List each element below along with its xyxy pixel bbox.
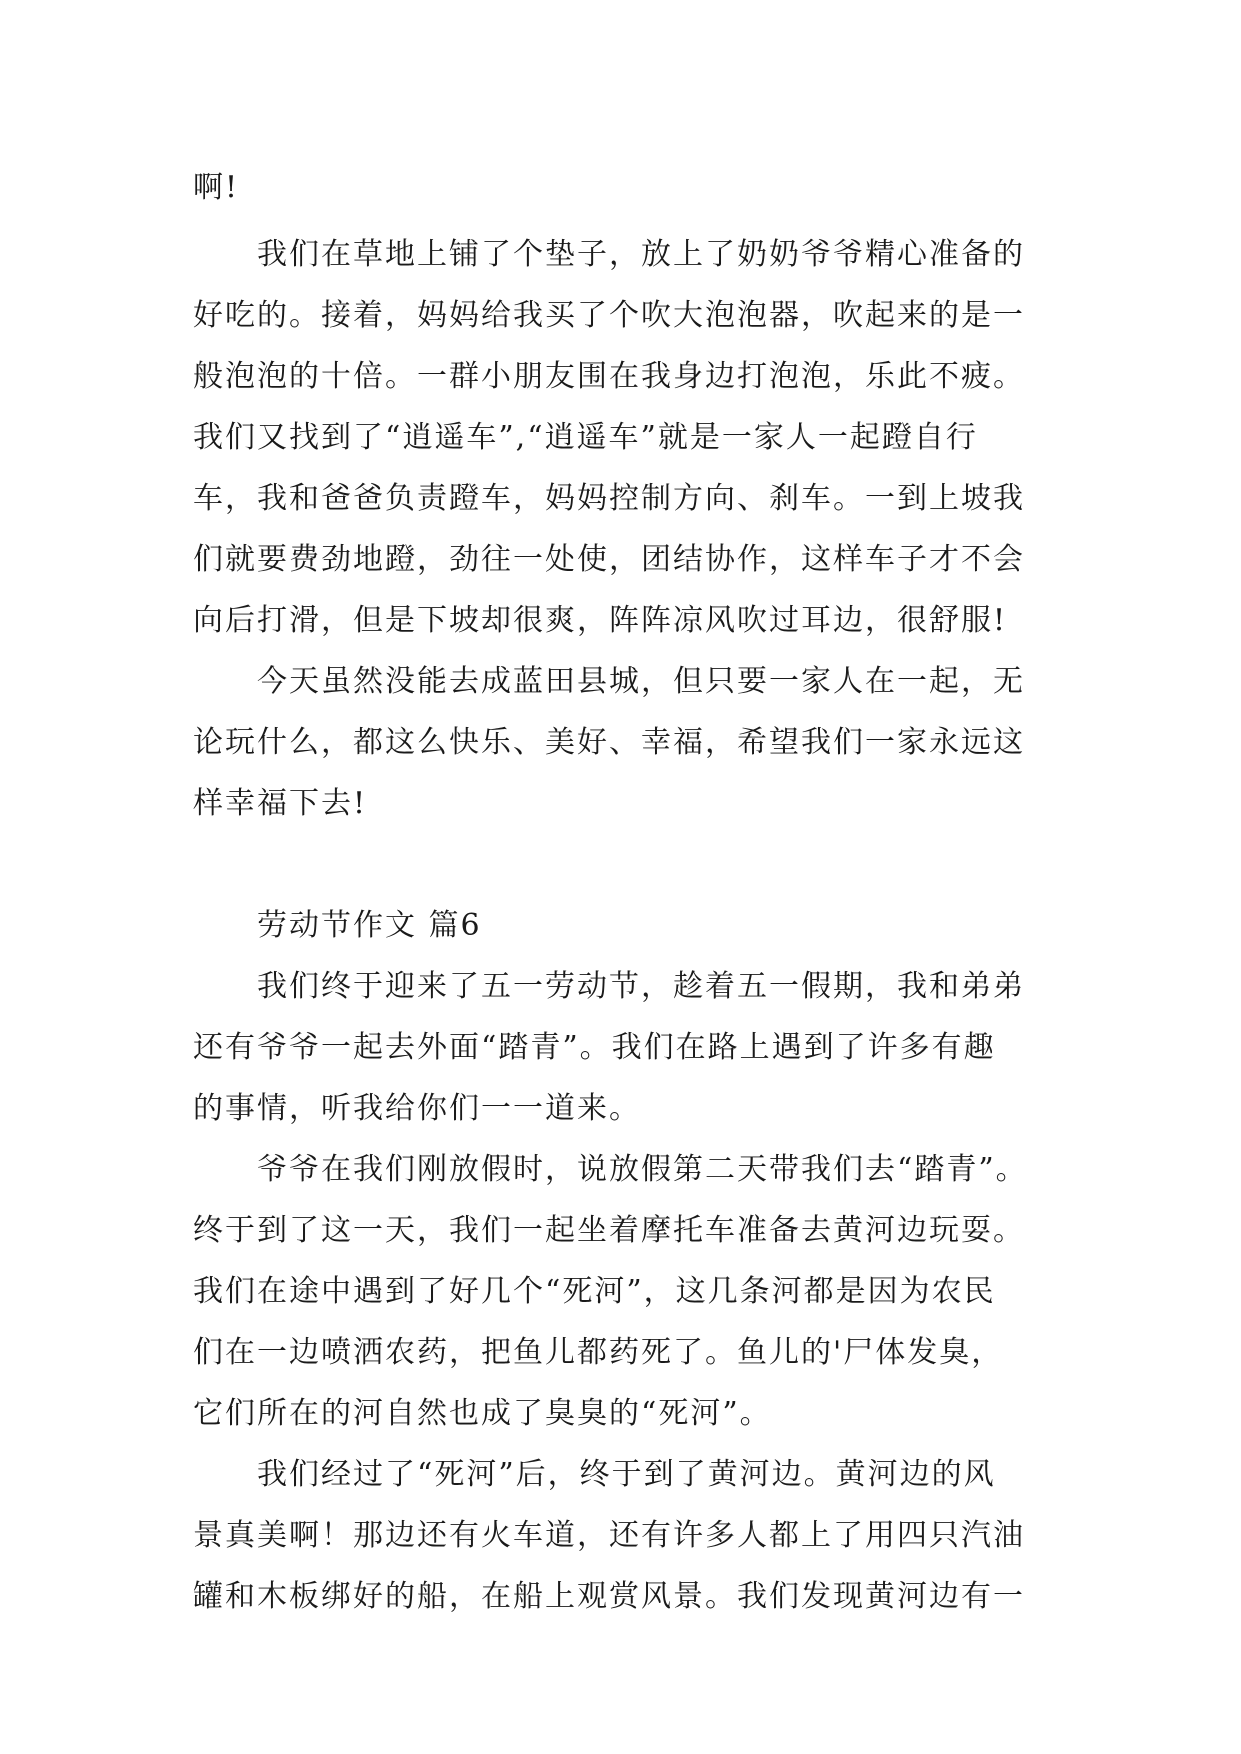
- paragraph-start-line: 我们在草地上铺了个垫子，放上了奶奶爷爷精心准备的: [257, 237, 1025, 272]
- text-line: 样幸福下去!: [193, 786, 368, 821]
- text-line: 车，我和爸爸负责蹬车，妈妈控制方向、刹车。一到上坡我: [193, 481, 1025, 516]
- text-line: 罐和木板绑好的船，在船上观赏风景。我们发现黄河边有一: [193, 1579, 1025, 1614]
- section-heading: 劳动节作文 篇6: [257, 908, 482, 943]
- text-line: 啊!: [193, 170, 240, 205]
- text-line: 们在一边喷洒农药，把鱼儿都药死了。鱼儿的'尸体发臭，: [193, 1335, 1004, 1370]
- text-line: 好吃的。接着，妈妈给我买了个吹大泡泡器，吹起来的是一: [193, 298, 1025, 333]
- text-line: 景真美啊！那边还有火车道，还有许多人都上了用四只汽油: [193, 1518, 1025, 1553]
- paragraph-start-line: 我们经过了“死河”后，终于到了黄河边。黄河边的风: [257, 1457, 996, 1492]
- text-line: 的事情，听我给你们一一道来。: [193, 1091, 641, 1126]
- text-line: 们就要费劲地蹬，劲往一处使，团结协作，这样车子才不会: [193, 542, 1025, 577]
- text-line: 它们所在的河自然也成了臭臭的“死河”。: [193, 1396, 772, 1431]
- text-line: 我们又找到了“逍遥车”,“逍遥车”就是一家人一起蹬自行: [193, 420, 978, 455]
- text-line: 向后打滑，但是下坡却很爽，阵阵凉风吹过耳边，很舒服!: [193, 603, 1008, 638]
- text-line: 终于到了这一天，我们一起坐着摩托车准备去黄河边玩耍。: [193, 1213, 1025, 1248]
- text-line: 我们在途中遇到了好几个“死河”，这几条河都是因为农民: [193, 1274, 996, 1309]
- paragraph-start-line: 我们终于迎来了五一劳动节，趁着五一假期，我和弟弟: [257, 969, 1025, 1004]
- text-line: 论玩什么，都这么快乐、美好、幸福，希望我们一家永远这: [193, 725, 1025, 760]
- paragraph-start-line: 爷爷在我们刚放假时，说放假第二天带我们去“踏青”。: [257, 1152, 1028, 1187]
- text-line: 还有爷爷一起去外面“踏青”。我们在路上遇到了许多有趣: [193, 1030, 996, 1065]
- paragraph-start-line: 今天虽然没能去成蓝田县城，但只要一家人在一起，无: [257, 664, 1025, 699]
- text-line: 般泡泡的十倍。一群小朋友围在我身边打泡泡，乐此不疲。: [193, 359, 1025, 394]
